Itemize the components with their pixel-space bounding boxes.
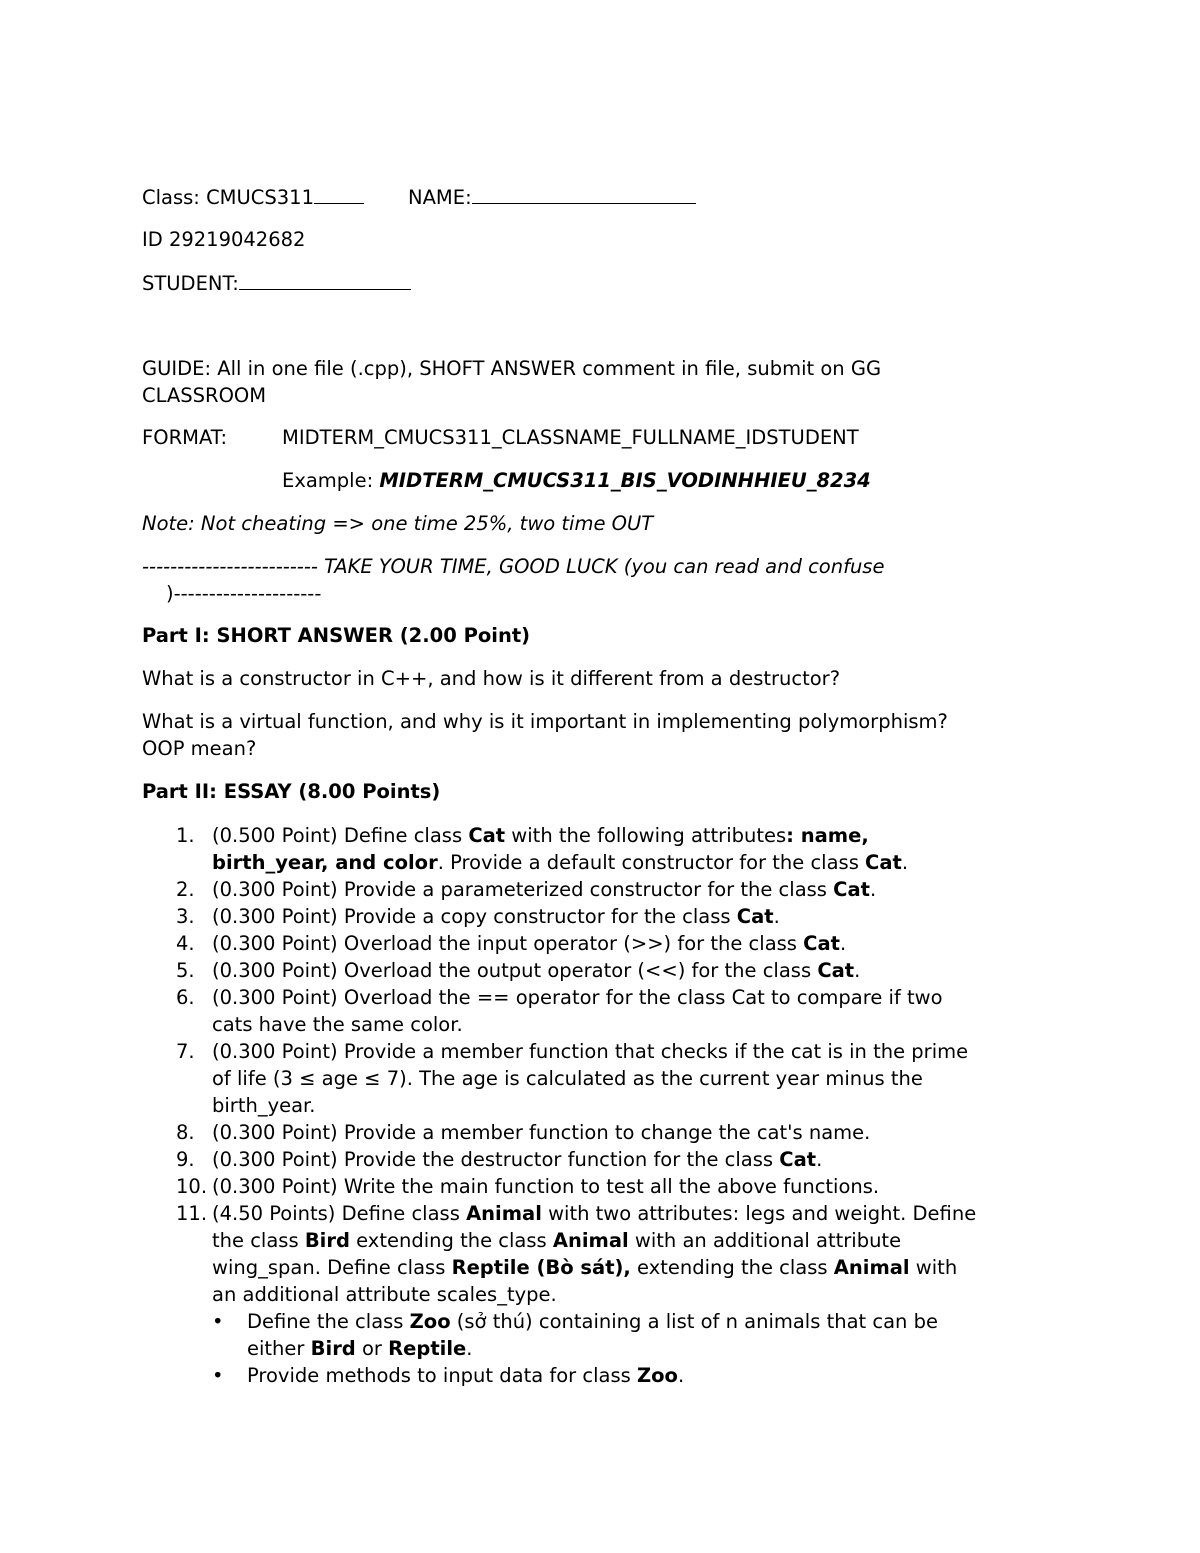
item-number: 8. xyxy=(176,1121,195,1144)
item-text: (0.300 Point) Overload the == operator for the class Cat to compare if two xyxy=(212,986,943,1009)
item-class-name: Cat xyxy=(468,824,506,847)
item-text: of life (3 ≤ age ≤ 7). The age is calculated as the current year minus the xyxy=(212,1067,923,1090)
essay-item xyxy=(142,1038,1062,1119)
item-number: 7. xyxy=(176,1040,195,1063)
class-line xyxy=(142,183,696,211)
part1-question-2-line-1: What is a virtual function, and why is it important in implementing polymorphism? xyxy=(142,710,948,733)
item-text: cats have the same color. xyxy=(212,1013,463,1036)
item-class-name: Cat xyxy=(803,932,840,955)
example-value: MIDTERM_CMUCS311_BIS_VODINHHIEU_8234 xyxy=(379,469,871,492)
item-text: . xyxy=(816,1148,823,1171)
item-text: . xyxy=(869,878,877,901)
item-class-name: Bird xyxy=(310,1337,356,1360)
essay-item xyxy=(142,957,1062,984)
item-text: . Provide a default constructor for the class xyxy=(437,851,866,874)
item-text: . xyxy=(901,851,909,874)
essay-item xyxy=(142,1200,1062,1389)
item-text: (0.300 Point) Overload the input operator (>>) for the class xyxy=(212,932,804,955)
item-text: (0.300 Point) Provide a copy constructor for the class xyxy=(212,905,737,928)
item-text: (4.50 Points) Define class xyxy=(212,1202,467,1225)
bullet-item xyxy=(212,1308,1062,1362)
format-value: MIDTERM_CMUCS311_CLASSNAME_FULLNAME_IDSTUDENT xyxy=(282,426,859,449)
item-class-name: Animal xyxy=(552,1229,629,1252)
bullet-icon: • xyxy=(212,1364,224,1387)
item-text: (0.300 Point) Provide a member function that checks if the cat is in the prime xyxy=(212,1040,969,1063)
example-label: Example: xyxy=(282,469,380,492)
item-text: either xyxy=(247,1337,311,1360)
bullet-item xyxy=(212,1362,1062,1389)
item-text: (0.300 Point) Provide the destructor function for the class xyxy=(212,1148,780,1171)
class-label: Class: CMUCS311 xyxy=(142,186,314,209)
item-number: 5. xyxy=(176,959,195,982)
item-class-name: Zoo xyxy=(409,1310,451,1333)
item-class-name: Cat xyxy=(833,878,870,901)
zoo-bullet-list xyxy=(212,1308,1062,1389)
item-number: 11. xyxy=(176,1202,208,1225)
banner-line-2: )--------------------- xyxy=(166,582,322,605)
essay-item xyxy=(142,822,1062,876)
item-class-name: Animal xyxy=(833,1256,910,1279)
item-text: (0.300 Point) Provide a parameterized constructor for the class xyxy=(212,878,834,901)
item-text: (0.300 Point) Provide a member function to change the cat's name. xyxy=(212,1121,871,1144)
item-text: (0.300 Point) Write the main function to test all the above functions. xyxy=(212,1175,880,1198)
essay-item xyxy=(142,1119,1062,1146)
item-class-name: Cat xyxy=(779,1148,817,1171)
essay-list xyxy=(142,822,1062,1389)
part2-title: Part II: ESSAY (8.00 Points) xyxy=(142,780,441,803)
student-line xyxy=(142,269,411,297)
item-number: 10. xyxy=(176,1175,208,1198)
item-number: 2. xyxy=(176,878,195,901)
item-text: with xyxy=(909,1256,958,1279)
essay-item xyxy=(142,876,1062,903)
item-class-name: Reptile xyxy=(388,1337,467,1360)
item-text: . xyxy=(854,959,861,982)
note-text: Note: Not cheating => one time 25%, two time OUT xyxy=(142,512,654,535)
item-text: with the following attributes xyxy=(505,824,787,847)
item-number: 3. xyxy=(176,905,195,928)
item-text: or xyxy=(355,1337,389,1360)
item-text: birth_year. xyxy=(212,1094,316,1117)
item-text: (0.500 Point) Define class xyxy=(212,824,469,847)
item-text: extending the class xyxy=(349,1229,553,1252)
item-attributes: birth_year, and color xyxy=(212,851,438,874)
item-text: extending the class xyxy=(630,1256,834,1279)
item-text: the class xyxy=(212,1229,305,1252)
item-class-name: Zoo xyxy=(637,1364,678,1387)
id-line: ID 29219042682 xyxy=(142,228,306,251)
item-class-name: Animal xyxy=(466,1202,542,1225)
item-class-name: Cat xyxy=(736,905,774,928)
class-blank xyxy=(314,183,364,204)
item-number: 4. xyxy=(176,932,195,955)
item-text: . xyxy=(466,1337,473,1360)
item-text: (sở thú) containing a list of n animals that can be xyxy=(450,1310,938,1333)
item-number: 1. xyxy=(176,824,195,847)
essay-item xyxy=(142,903,1062,930)
item-text: . xyxy=(839,932,847,955)
essay-item xyxy=(142,1146,1062,1173)
part1-title: Part I: SHORT ANSWER (2.00 Point) xyxy=(142,624,531,647)
item-text: with two attributes: legs and weight. Define xyxy=(541,1202,977,1225)
item-text: (0.300 Point) Overload the output operator (<<) for the class xyxy=(212,959,818,982)
name-blank xyxy=(472,183,696,204)
item-text: Provide methods to input data for class xyxy=(247,1364,637,1387)
part1-question-2-line-2: OOP mean? xyxy=(142,737,257,760)
example-line xyxy=(282,467,871,494)
part1-question-1: What is a constructor in C++, and how is it different from a destructor? xyxy=(142,667,841,690)
item-class-name: Cat xyxy=(817,959,855,982)
item-text: . xyxy=(677,1364,685,1387)
banner-line-1: ------------------------- TAKE YOUR TIME, GOOD LUCK (you can read and confuse xyxy=(142,555,885,578)
item-text: wing_span. Define class xyxy=(212,1256,452,1279)
item-class-name: Cat xyxy=(865,851,902,874)
item-class-name: Bird xyxy=(304,1229,350,1252)
essay-item xyxy=(142,1173,1062,1200)
format-line xyxy=(142,424,227,451)
item-text: Define the class xyxy=(247,1310,410,1333)
item-class-name: Reptile (Bò sát), xyxy=(451,1256,631,1279)
student-label: STUDENT: xyxy=(142,272,239,295)
name-label: NAME: xyxy=(408,186,472,209)
bullet-icon: • xyxy=(212,1310,224,1333)
item-text: with an additional attribute xyxy=(628,1229,902,1252)
guide-text: GUIDE: All in one file (.cpp), SHOFT ANSWER comment in file, submit on GG CLASSROOM xyxy=(142,357,882,407)
essay-item xyxy=(142,984,1062,1038)
item-text: an additional attribute scales_type. xyxy=(212,1283,557,1306)
item-number: 9. xyxy=(176,1148,195,1171)
student-blank xyxy=(239,269,411,290)
format-label: FORMAT: xyxy=(142,426,228,449)
item-text: . xyxy=(773,905,780,928)
essay-item xyxy=(142,930,1062,957)
item-number: 6. xyxy=(176,986,195,1009)
item-attributes: : name, xyxy=(786,824,869,847)
